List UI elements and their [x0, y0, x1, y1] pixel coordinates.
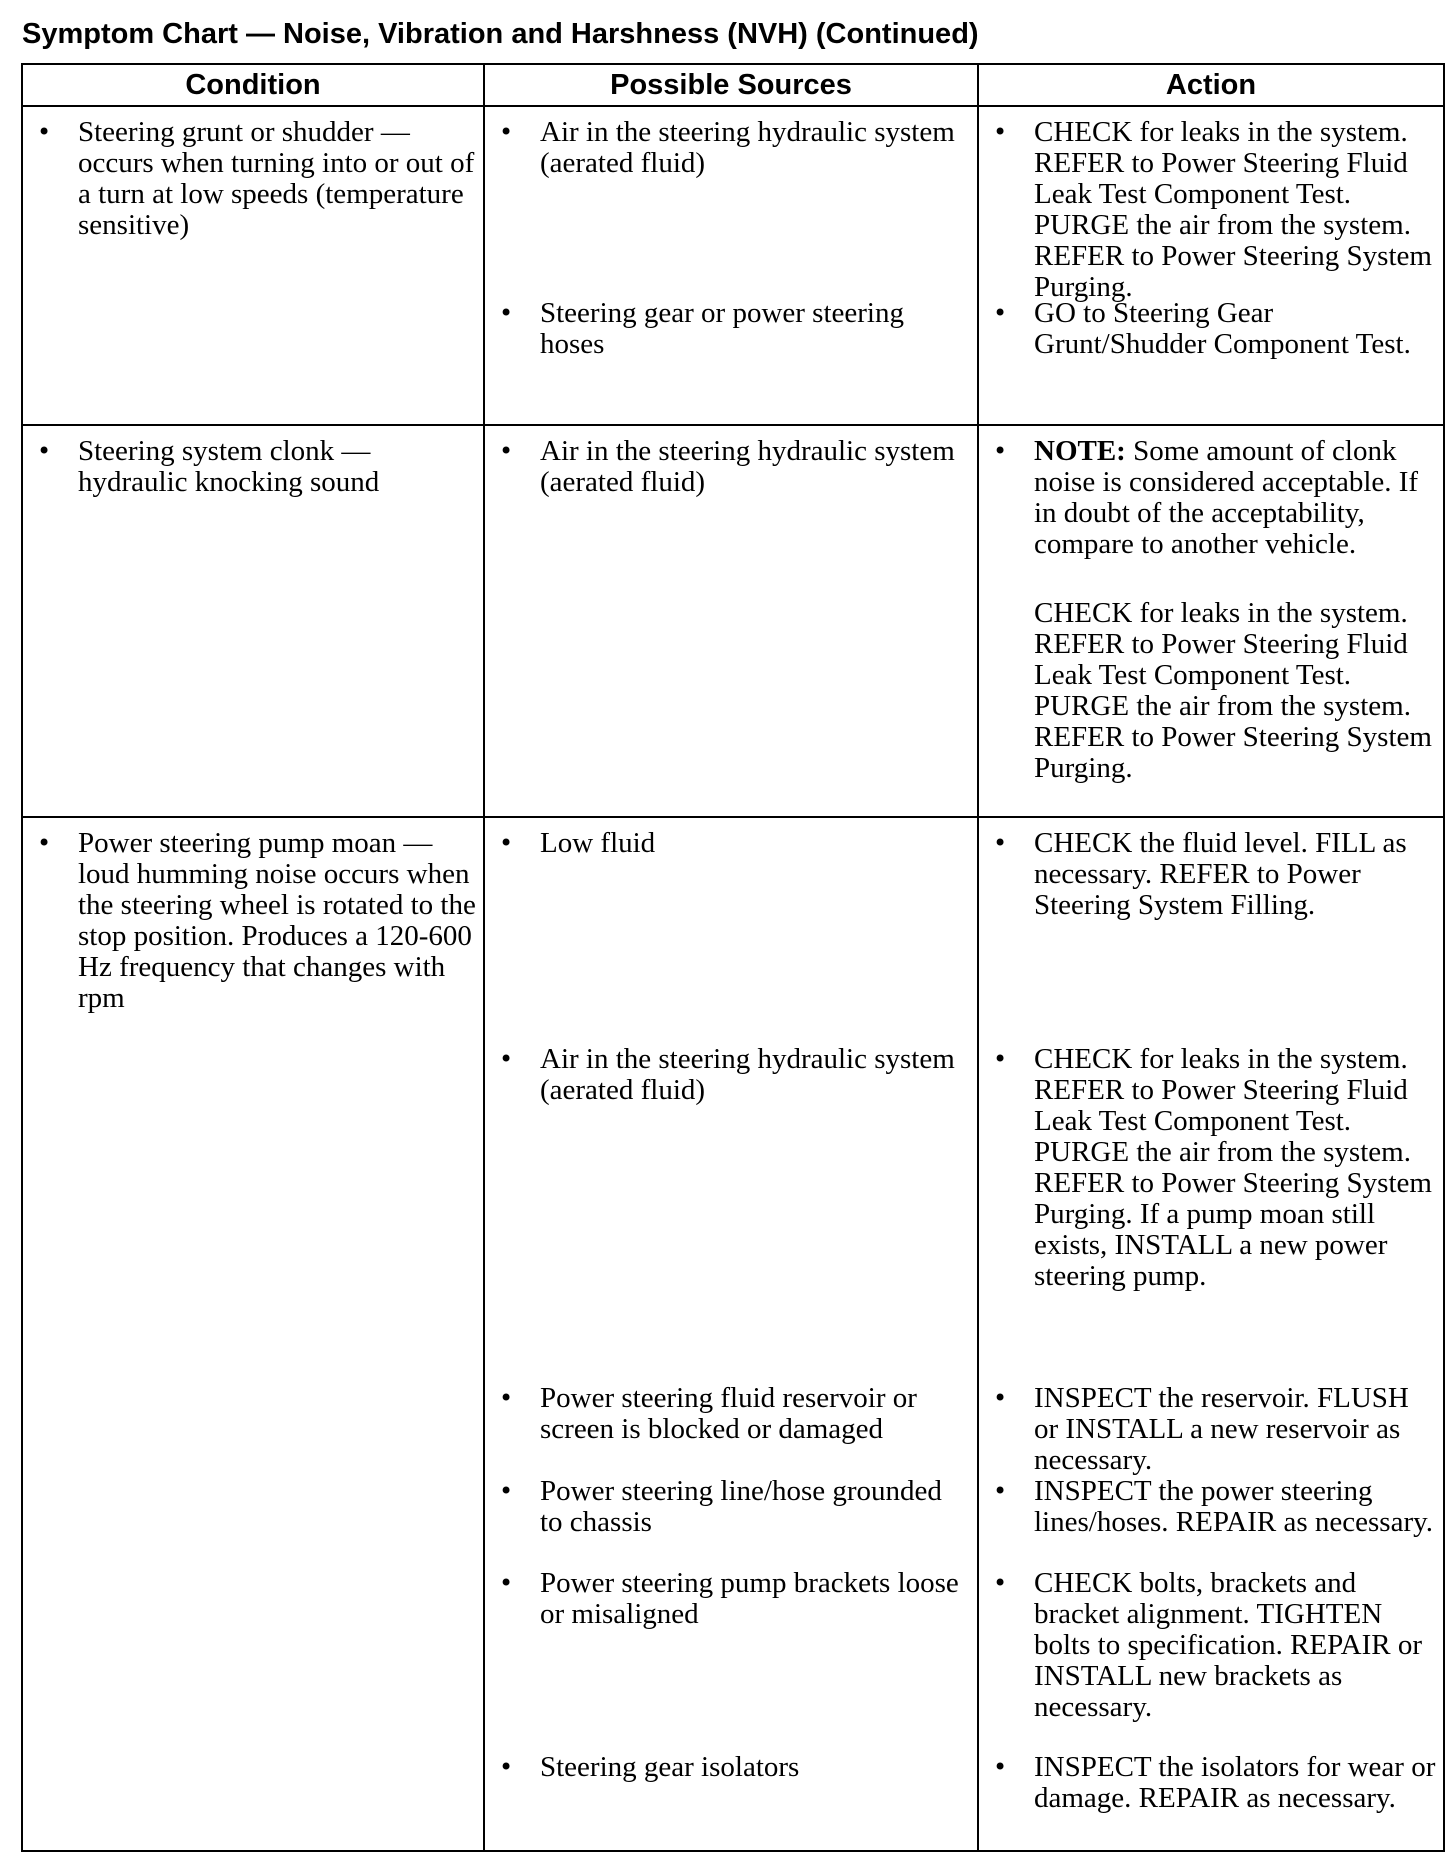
- condition-text: • Steering grunt or shudder — occurs when turning into or out of a turn at low speeds (temperature sensitive): [23, 117, 483, 241]
- condition-cell: [22, 425, 484, 817]
- condition-text: • Steering system clonk — hydraulic knocking sound: [23, 436, 483, 498]
- condition-cell: [22, 817, 484, 1851]
- action-cell: [978, 425, 1444, 817]
- action-item: CHECK for leaks in the system. REFER to Power Steering Fluid Leak Test Component Test. PURGE the air from the system. REFER to Power Steering System Purging.: [1034, 597, 1432, 784]
- action-item: • GO to Steering Gear Grunt/Shudder Component Test.: [979, 298, 1443, 360]
- action-item: • CHECK the fluid level. FILL as necessary. REFER to Power Steering System Filling.: [979, 828, 1443, 921]
- page-title: Symptom Chart — Noise, Vibration and Harshness (NVH) (Continued): [22, 18, 979, 50]
- source-item: • Low fluid: [485, 828, 977, 859]
- symptom-chart-table: [21, 63, 1445, 1852]
- table-row: [22, 817, 1444, 1851]
- source-item: • Power steering fluid reservoir or screen is blocked or damaged: [485, 1383, 977, 1445]
- sources-cell: [484, 817, 978, 1851]
- table-header-row: [22, 64, 1444, 106]
- source-item: • Steering gear or power steering hoses: [485, 298, 977, 360]
- header-action: Action: [978, 64, 1444, 106]
- table-row: [22, 106, 1444, 425]
- sources-cell: [484, 425, 978, 817]
- action-item: • INSPECT the isolators for wear or damage. REPAIR as necessary.: [979, 1752, 1443, 1814]
- source-item: • Power steering line/hose grounded to chassis: [485, 1476, 977, 1538]
- sources-cell: [484, 106, 978, 425]
- action-cell: [978, 106, 1444, 425]
- source-item: • Power steering pump brackets loose or misaligned: [485, 1568, 977, 1630]
- action-cell: [978, 817, 1444, 1851]
- source-item: • Air in the steering hydraulic system (aerated fluid): [485, 117, 977, 179]
- table-row: [22, 425, 1444, 817]
- action-item: • INSPECT the power steering lines/hoses. REPAIR as necessary.: [979, 1476, 1443, 1538]
- condition-cell: [22, 106, 484, 425]
- action-item: • INSPECT the reservoir. FLUSH or INSTALL a new reservoir as necessary.: [979, 1383, 1443, 1476]
- note-text: Some amount of clonk noise is considered acceptable. If in doubt of the acceptability, compare to another vehicle.: [1034, 435, 1419, 560]
- note-label: NOTE:: [1034, 435, 1126, 467]
- header-possible-sources: Possible Sources: [484, 64, 978, 106]
- source-item: • Air in the steering hydraulic system (aerated fluid): [485, 436, 977, 498]
- action-item: • CHECK for leaks in the system. REFER to Power Steering Fluid Leak Test Component Test. PURGE the air from the system. REFER to Power Steering System Purging. If a pump moan still exists, INSTALL a new power steering pump.: [979, 1044, 1443, 1292]
- source-item: • Air in the steering hydraulic system (aerated fluid): [485, 1044, 977, 1106]
- action-item: • CHECK bolts, brackets and bracket alignment. TIGHTEN bolts to specification. REPAIR or INSTALL new brackets as necessary.: [979, 1568, 1443, 1723]
- action-item: • CHECK for leaks in the system. REFER to Power Steering Fluid Leak Test Component Test. PURGE the air from the system. REFER to Power Steering System Purging.: [979, 117, 1443, 303]
- source-item: • Steering gear isolators: [485, 1752, 977, 1783]
- header-condition: Condition: [22, 64, 484, 106]
- note-item: [979, 436, 1443, 560]
- condition-text: • Power steering pump moan — loud humming noise occurs when the steering wheel is rotated to the stop position. Produces a 120-600 Hz frequency that changes with rpm: [23, 828, 483, 1014]
